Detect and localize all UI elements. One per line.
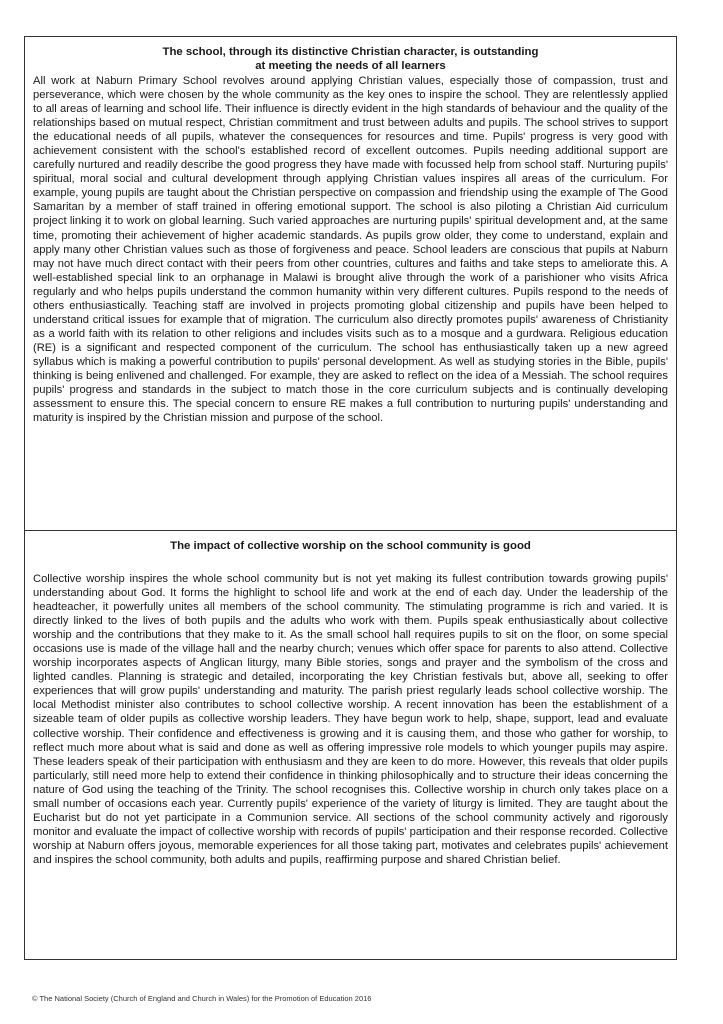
section-body: All work at Naburn Primary School revolves around applying Christian values, especially those of compassion, trust and perseverance, which were chosen by the whole community as the key ones to inspire the school. They are relentlessly applied to all areas of learning and school life. Their influence is directly evident in the high standards of behaviour and the quality of the relationships based on mutual respect, Christian commitment and trust between adults and pupils. The school strives to support the educational needs of all pupils, whatever the consequences for resources and time. Pupils' progress is very good with achievement consistent with the school's established record of excellent outcomes. Pupils needing additional support are carefully nurtured and readily describe the good progress they have made with focussed help from school staff. Nurturing pupils' spiritual, moral social and cultural development through applying Christian values inspires all areas of the curriculum. For example, young pupils are taught about the Christian perspective on compassion and friendship using the example of The Good Samaritan by a member of staff trained in offering emotional support. The school is also piloting a Christian Aid curriculum project linking it to work on global learning. Such varied approaches are nurturing pupils' spiritual development and, at the same time, promoting their achievement of higher academic standards. As pupils grow older, they come to understand, explain and apply many other Christian values such as those of forgiveness and peace. School leaders are conscious that pupils at Naburn may not have much direct contact with their peers from other countries, cultures and faiths and take steps to ameliorate this. A well-established special link to an orphanage in Malawi is brought alive through the work of a parishioner who visits Africa regularly and who helps pupils understand the common humanity within very different cultures. Pupils respond to the needs of others enthusiastically. Teaching staff are involved in projects promoting global citizenship and pupils have been helped to understand critical issues for example that of migration. The curriculum also directly promotes pupils' awareness of Christianity as a world faith with its relation to other religions and includes visits such as to a mosque and a gurdwara. Religious education (RE) is a significant and respected component of the curriculum. The school has enthusiastically taken up a new agreed syllabus which is making a powerful contribution to pupils' personal development. As well as studying stories in the Bible, pupils' thinking is being enlivened and challenged. For example, they are asked to reflect on the idea of a Messiah. The school requires pupils' progress and standards in the subject to match those in the core curriculum subjects and is continually developing assessment to ensure this. The special concern to ensure RE makes a full contribution to nurturing pupils' understanding and maturity is inspired by the Christian mission and purpose of the school. — [33, 75, 668, 425]
report-frame — [24, 36, 677, 960]
heading-line-2: at meeting the needs of all learners — [255, 60, 446, 72]
section-heading: The impact of collective worship on the school community is good — [170, 540, 531, 552]
section-body: Collective worship inspires the whole school community but is not yet making its fullest contribution towards growing pupils' understanding about God. It forms the highlight to school life and work at the end of each day. Under the leadership of the headteacher, it powerfully unites all members of the school community. The stimulating programme is rich and varied. It is directly linked to the lives of both pupils and the adults who work with them. Pupils speak enthusiastically about collective worship and the contributions that they make to it. As the small school hall requires pupils to sit on the floor, on some special occasions use is made of the village hall and the nearby church; venues which offer space for parents to also attend. Collective worship incorporates aspects of Anglican liturgy, many Bible stories, songs and prayer and the symbolism of the cross and lighted candles. Planning is strategic and detailed, incorporating the key Christian festivals but, above all, seeking to offer experiences that will grow pupils' understanding and maturity. The parish priest regularly leads school collective worship. The local Methodist minister also contributes to school collective worship. A recent innovation has been the establishment of a sizeable team of older pupils as collective worship leaders. They have begun work to help, shape, support, lead and evaluate collective worship. Their confidence and effectiveness is growing and it is causing them, and those who gather for worship, to reflect much more about what is said and done as well as offering impressive role models to which younger pupils may aspire. These leaders speak of their participation with enthusiasm and they are keen to do more. However, this reveals that older pupils particularly, still need more help to extend their confidence in thinking philosophically and to structure their ideas concerning the nature of God using the teaching of the Trinity. The school recognises this. Collective worship in church only takes place on a small number of occasions each year. Currently pupils' experience of the variety of liturgy is limited. They are taught about the Eucharist but do not yet participate in a Communion service. All sections of the school community actively and rigorously monitor and evaluate the impact of collective worship with records of pupils' participation and their response recorded. Collective worship at Naburn offers joyous, memorable experiences for all those taking part, motivates and celebrates pupils' achievement and inspires the school community, both adults and pupils, reaffirming purpose and shared Christian belief. — [33, 573, 668, 866]
section-distinctive-character — [25, 37, 676, 531]
section-heading — [41, 45, 660, 73]
copyright-footer: © The National Society (Church of England and Church in Wales) for the Promotion of Education 2016 — [32, 994, 372, 1003]
section-collective-worship — [25, 530, 676, 959]
heading-line-1: The school, through its distinctive Christian character, is outstanding — [162, 46, 539, 58]
